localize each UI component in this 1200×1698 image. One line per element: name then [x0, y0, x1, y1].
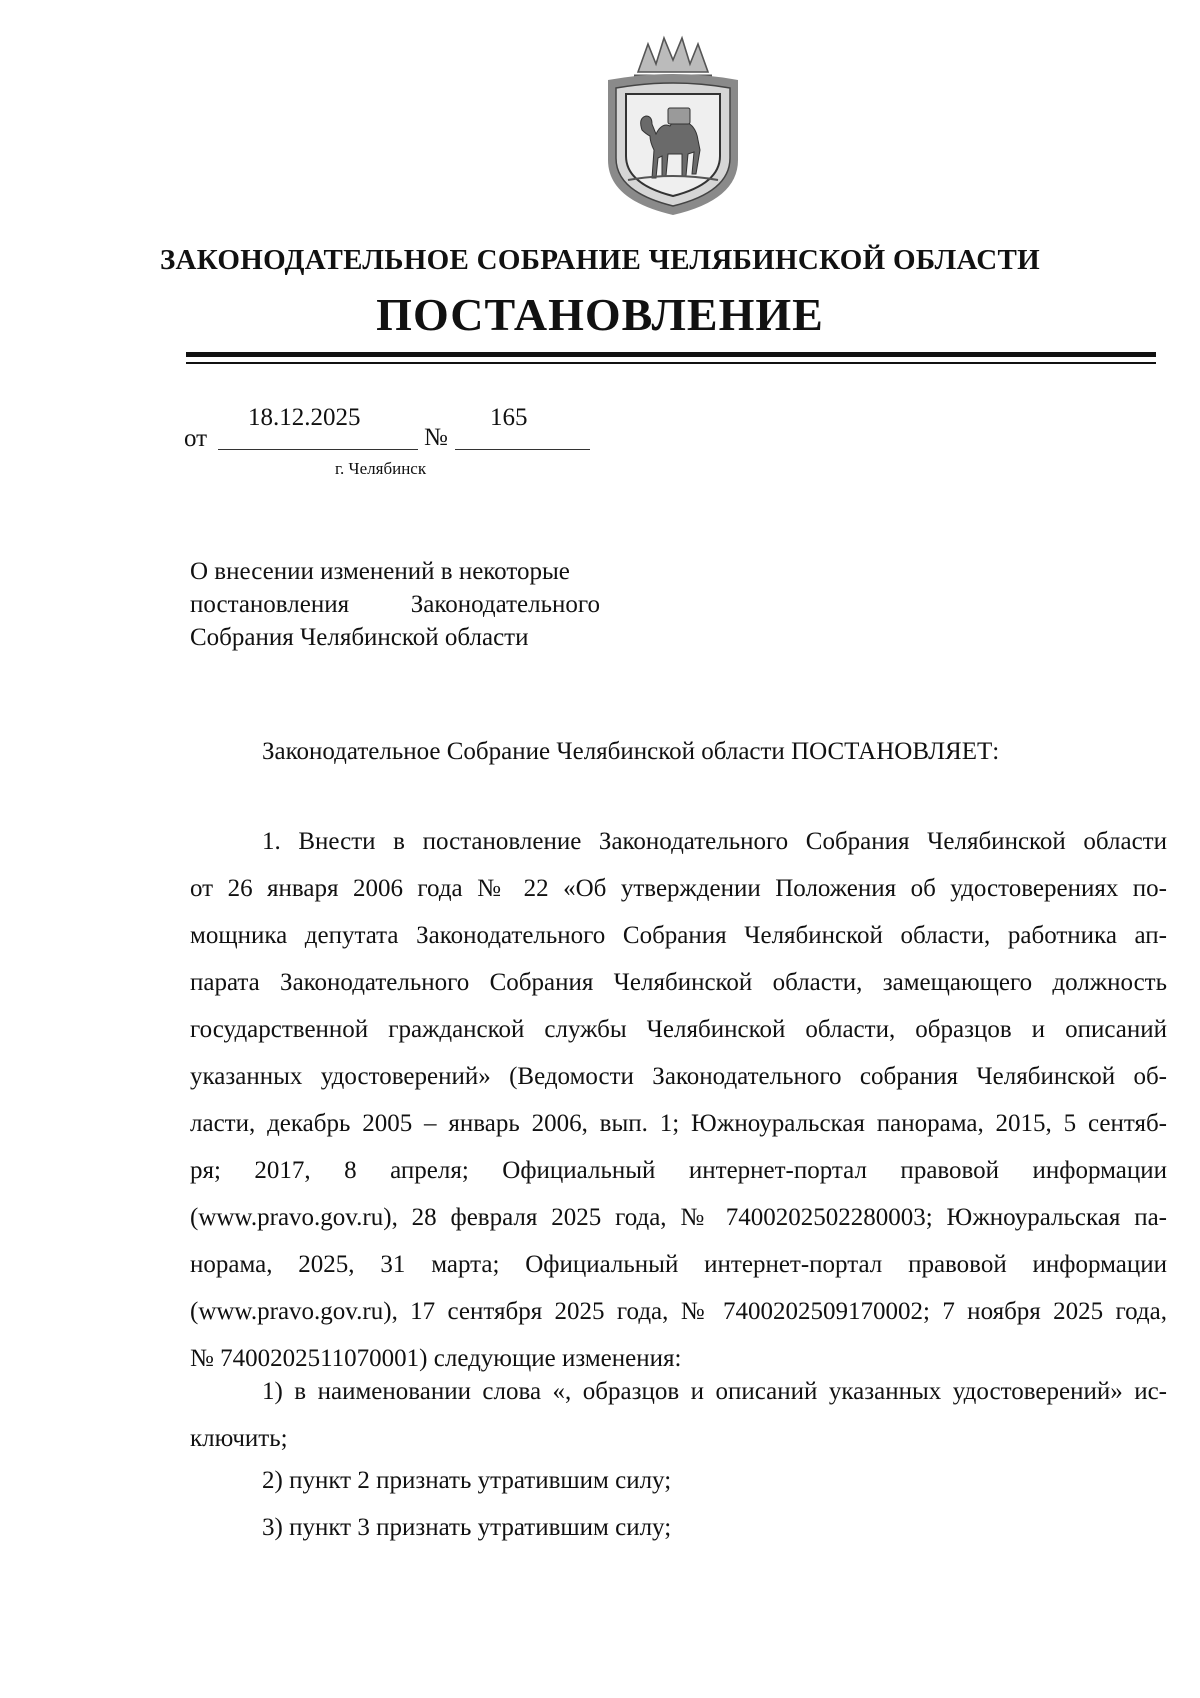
document-subject [190, 555, 600, 654]
list-item-line: 1) в наименовании слова «, образцов и описаний указанных удостоверений» ис- [262, 1378, 1167, 1405]
document-date: 18.12.2025 [248, 404, 361, 431]
paragraph-line: указанных удостоверений» (Ведомости Законодательного собрания Челябинской об- [190, 1063, 1167, 1090]
subject-line: Собрания Челябинской области [190, 624, 529, 651]
paragraph-line: мощника депутата Законодательного Собрания Челябинской области, работника ап- [190, 922, 1167, 949]
header-rule-thin [186, 362, 1156, 364]
subject-line: постановления Законодательного [190, 591, 600, 618]
paragraph-line: (www.pravo.gov.ru), 17 сентября 2025 года, № 7400202509170002; 7 ноября 2025 года, [190, 1298, 1167, 1325]
document-type-title: ПОСТАНОВЛЕНИЕ [376, 289, 824, 340]
list-item-line: ключить; [190, 1425, 288, 1452]
paragraph-line: норама, 2025, 31 марта; Официальный интернет-портал правовой информации [190, 1251, 1167, 1278]
paragraph-line: № 7400202511070001) следующие изменения: [190, 1345, 682, 1372]
paragraph-line: 1. Внести в постановление Законодательного Собрания Челябинской области [262, 828, 1167, 855]
date-prefix-label: от [184, 425, 208, 452]
number-label: № [424, 424, 448, 451]
list-item-3: 3) пункт 3 признать утратившим силу; [262, 1514, 672, 1541]
paragraph-line: (www.pravo.gov.ru), 28 февраля 2025 года, № 7400202502280003; Южноуральская па- [190, 1204, 1167, 1231]
coat-of-arms-icon [598, 30, 748, 218]
list-item-2: 2) пункт 2 признать утратившим силу; [262, 1467, 672, 1494]
paragraph-line: ласти, декабрь 2005 – январь 2006, вып. 1; Южноуральская панорама, 2015, 5 сентяб- [190, 1110, 1167, 1137]
preamble: Законодательное Собрание Челябинской области ПОСТАНОВЛЯЕТ: [262, 738, 1000, 765]
paragraph-1 [190, 818, 1167, 1382]
organization-title: ЗАКОНОДАТЕЛЬНОЕ СОБРАНИЕ ЧЕЛЯБИНСКОЙ ОБЛАСТИ [159, 244, 1041, 276]
subject-line: О внесении изменений в некоторые [190, 558, 570, 585]
number-underline [455, 449, 590, 450]
paragraph-line: парата Законодательного Собрания Челябинской области, замещающего должность [190, 969, 1167, 996]
paragraph-line: от 26 января 2006 года № 22 «Об утверждении Положения об удостоверениях по- [190, 875, 1167, 902]
list-item-1 [190, 1368, 1167, 1462]
header-rule-thick [186, 352, 1156, 357]
city-label: г. Челябинск [335, 459, 427, 478]
document-number: 165 [490, 404, 528, 431]
paragraph-line: государственной гражданской службы Челябинской области, образцов и описаний [190, 1016, 1167, 1043]
date-underline [218, 449, 418, 450]
paragraph-line: ря; 2017, 8 апреля; Официальный интернет-портал правовой информации [190, 1157, 1167, 1184]
